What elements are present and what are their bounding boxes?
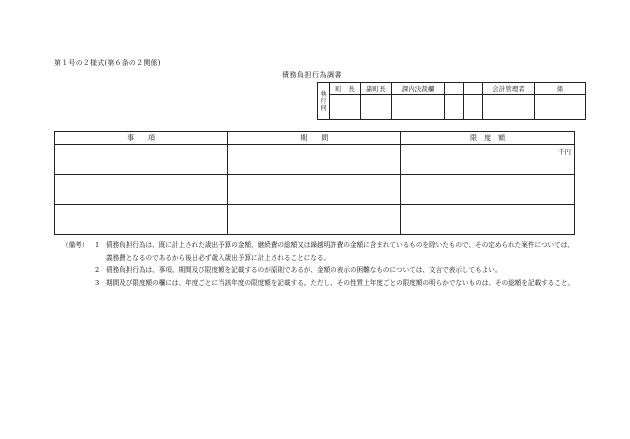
- note-number: 2: [95, 266, 100, 274]
- note-text: 債務負担行為は、事項、期間及び限度額を記載するのが原則であるが、金額の表示の困難なものについては、文言で表示してもよい。: [106, 266, 502, 274]
- note-item: [62, 264, 578, 277]
- limit-amount-cell[interactable]: [401, 205, 575, 235]
- stamp-cell-deputy-mayor[interactable]: [361, 95, 392, 120]
- notes-lead: （備考）: [62, 241, 89, 249]
- approval-stamp-box: [317, 82, 586, 120]
- table-row: [55, 145, 575, 175]
- stamp-cell-clerk[interactable]: [535, 95, 586, 120]
- stamp-cell-blank-1[interactable]: [445, 95, 464, 120]
- notes-section: [62, 239, 578, 289]
- approval-header-blank-1: [445, 83, 464, 95]
- limit-amount-cell[interactable]: [401, 175, 575, 205]
- approval-header-section-decision: 課内決裁欄: [392, 83, 445, 95]
- approval-header-blank-2: [464, 83, 483, 95]
- stamp-cell-section-decision[interactable]: [392, 95, 445, 120]
- note-item: [62, 277, 578, 290]
- note-number: 3: [95, 278, 100, 287]
- period-cell[interactable]: [228, 145, 401, 175]
- unit-label: 千円: [558, 148, 571, 156]
- document-title: 債務負担行為調書: [282, 71, 342, 79]
- header-item: 事 項: [55, 132, 228, 145]
- stamp-cell-mayor[interactable]: [330, 95, 361, 120]
- header-limit-amount: 限 度 額: [401, 132, 575, 145]
- approval-header-deputy-mayor: 副町長: [361, 83, 392, 95]
- approval-header-clerk: 係: [535, 83, 586, 95]
- execution-request-label: 執 行 伺: [318, 83, 330, 120]
- item-cell[interactable]: [55, 175, 228, 205]
- table-row: [55, 175, 575, 205]
- table-row: [55, 205, 575, 235]
- debt-burden-table: [54, 131, 575, 235]
- period-cell[interactable]: [228, 175, 401, 205]
- limit-amount-cell[interactable]: [401, 145, 575, 175]
- approval-header-accounting-manager: 会計管理者: [483, 83, 535, 95]
- approval-header-mayor: 町 長: [330, 83, 361, 95]
- note-number: 1: [95, 241, 100, 249]
- form-number: 第１号の２様式(第６条の２関係): [54, 59, 161, 67]
- note-text: 期間及び限度額の欄には、年度ごとに当該年度の限度額を記載する。ただし、その性質上年度ごとの限度額の明らかでないものは、その総額を記載すること。: [106, 278, 575, 287]
- period-cell[interactable]: [228, 205, 401, 235]
- note-item: [62, 239, 578, 264]
- stamp-cell-accounting-manager[interactable]: [483, 95, 535, 120]
- item-cell[interactable]: [55, 205, 228, 235]
- header-period: 期 間: [228, 132, 401, 145]
- note-text: 債務負担行為は、既に計上された歳出予算の金額、継続費の総額又は繰越明許費の金額に含まれているものを除いたもので、その定められた案件については、義務費となるのであるから後日必ず歳入歳出予算に計上されることになる。: [106, 241, 574, 262]
- item-cell[interactable]: [55, 145, 228, 175]
- stamp-cell-blank-2[interactable]: [464, 95, 483, 120]
